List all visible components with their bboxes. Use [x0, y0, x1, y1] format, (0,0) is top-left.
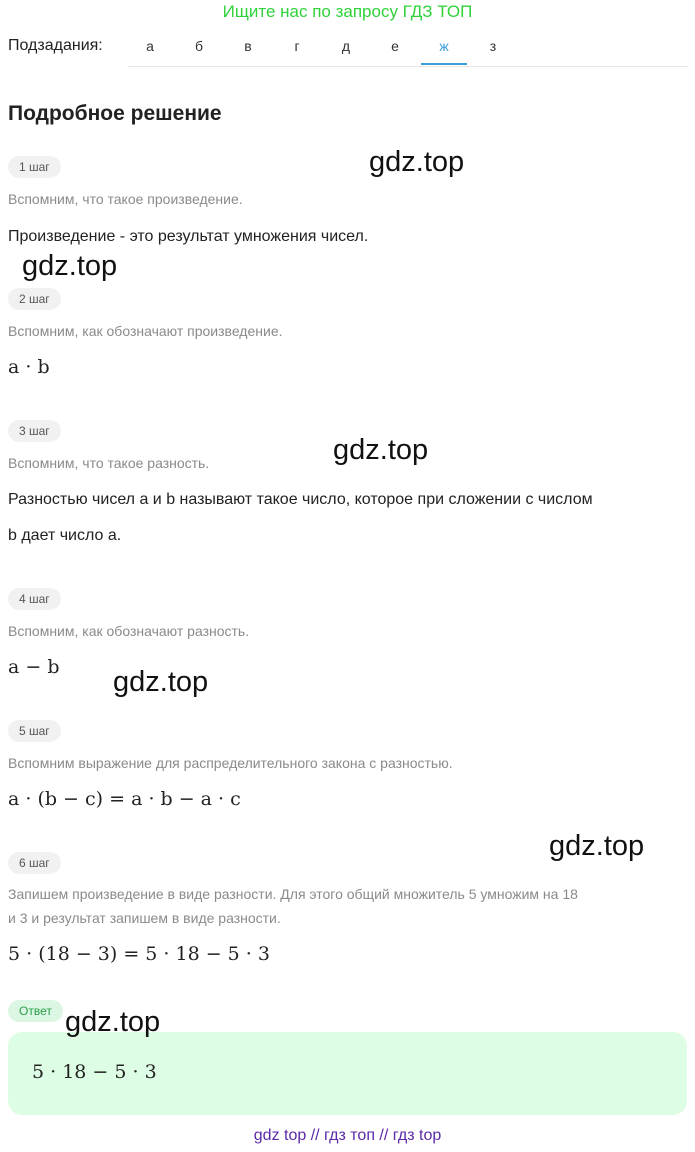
step-formula: a · b: [8, 356, 50, 378]
tab-v[interactable]: в: [244, 38, 252, 54]
tab-d[interactable]: д: [341, 38, 351, 54]
answer-box: [8, 1032, 687, 1115]
tab-zh[interactable]: ж: [439, 38, 449, 54]
active-tab-indicator: [421, 63, 467, 65]
step-text-line: Разностью чисел a и b называют такое число, которое при сложении с числом: [8, 491, 593, 508]
step-formula: 5 · (18 − 3) = 5 · 18 − 5 · 3: [8, 943, 270, 965]
step-badge: 3 шаг: [8, 420, 61, 442]
search-banner: Ищите нас по запросу ГДЗ ТОП: [222, 2, 473, 21]
tab-b[interactable]: б: [194, 38, 204, 54]
tab-g[interactable]: г: [294, 38, 300, 54]
tab-a[interactable]: а: [146, 38, 154, 54]
step-badge: 5 шаг: [8, 720, 61, 742]
step-hint: Вспомним, как обозначают произведение.: [8, 323, 283, 339]
step-hint: Вспомним выражение для распределительного закона с разностью.: [8, 755, 453, 771]
tab-e[interactable]: е: [391, 38, 399, 54]
step-formula: a − b: [8, 656, 60, 678]
step-text-line: b дает число a.: [8, 527, 122, 544]
watermark: gdz.top: [549, 830, 645, 862]
tab-z[interactable]: з: [489, 38, 497, 54]
answer-formula: 5 · 18 − 5 · 3: [32, 1061, 157, 1083]
step-formula: a · (b − c) = a · b − a · c: [8, 788, 241, 810]
subtasks-tabs: [128, 30, 688, 67]
step-hint: Вспомним, что такое произведение.: [8, 191, 243, 207]
step-badge: 6 шаг: [8, 852, 61, 874]
step-hint: Вспомним, что такое разность.: [8, 455, 210, 471]
step-badge: 2 шаг: [8, 288, 61, 310]
section-title: Подробное решение: [8, 102, 222, 125]
step-hint-line: Запишем произведение в виде разности. Для этого общий множитель 5 умножим на 18: [8, 886, 578, 902]
step-text: Произведение - это результат умножения чисел.: [8, 228, 369, 245]
footer-links: gdz top // гдз топ // гдз top: [253, 1127, 442, 1144]
step-badge: 4 шаг: [8, 588, 61, 610]
watermark: gdz.top: [333, 434, 429, 466]
watermark: gdz.top: [113, 666, 209, 698]
watermark: gdz.top: [65, 1006, 161, 1038]
watermark: gdz.top: [369, 146, 465, 178]
answer-badge: Ответ: [8, 1000, 63, 1022]
step-badge: 1 шаг: [8, 156, 61, 178]
watermark: gdz.top: [22, 250, 118, 282]
step-hint-line: и 3 и результат запишем в виде разности.: [8, 910, 281, 926]
subtasks-label: Подзадания:: [8, 37, 103, 54]
step-hint: Вспомним, как обозначают разность.: [8, 623, 250, 639]
